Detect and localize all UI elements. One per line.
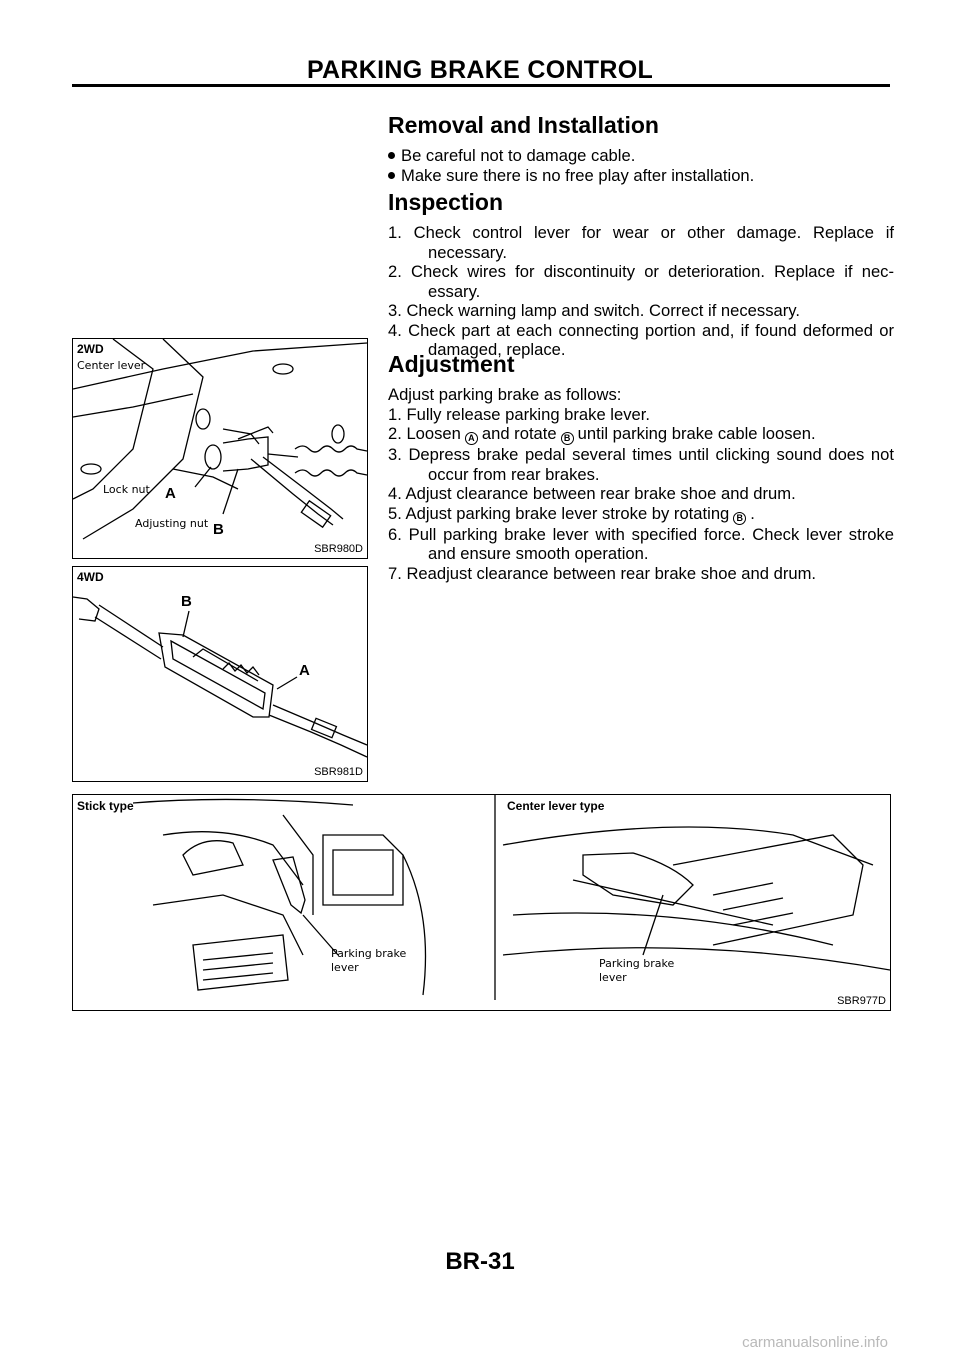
circled-a-icon: A (299, 662, 310, 679)
page-number: BR-31 (445, 1248, 515, 1275)
list-item: Be careful not to damage cable. (388, 146, 894, 166)
section-removal (388, 111, 894, 185)
adjuster-illustration (73, 567, 367, 781)
list-item: 6. Pull parking brake lever with specified force. Check lever stroke and ensure smooth operation. (388, 524, 894, 563)
circled-b-icon: B (181, 593, 192, 610)
figure-code: SBR981D (314, 766, 363, 778)
circled-b-icon: B (733, 512, 746, 525)
center-lever-type-label: Center lever type (507, 799, 605, 813)
adjustment-steps (388, 405, 894, 584)
list-item: 7. Readjust clearance between rear brake shoe and drum. (388, 563, 817, 583)
section-inspection (388, 188, 894, 360)
figure-lever-types (72, 794, 891, 1011)
callout-line: Parking brake (331, 947, 407, 960)
list-item (388, 504, 894, 525)
list-item: 1. Fully release parking brake lever. (388, 404, 650, 424)
step2-part-c: until parking brake cable loosen. (577, 424, 816, 443)
step2-part-a: 2. Loosen (388, 424, 461, 443)
list-item: 4. Check part at each connecting portion and, if found deformed or damaged, replace. (388, 320, 894, 359)
circled-a-icon: A (165, 485, 176, 502)
section-adjustment (388, 350, 894, 583)
section-title-removal: Removal and Installation (388, 112, 659, 138)
circled-a-icon: A (465, 432, 478, 445)
list-item: 3. Depress brake pedal several times until clicking sound does not occur from rear brakes. (388, 445, 894, 484)
adjustment-intro: Adjust parking brake as follows: (388, 385, 622, 404)
figure-2wd (72, 338, 368, 559)
list-item: 4. Adjust clearance between rear brake shoe and drum. (388, 484, 796, 503)
list-item: 2. Check wires for discontinuity or deterioration. Replace if nec- essary. (388, 262, 894, 301)
lever-types-illustration (73, 795, 890, 1010)
section-title-adjustment: Adjustment (388, 351, 515, 377)
lock-nut-callout: Lock nut (103, 483, 150, 496)
step5-part-a: 5. Adjust parking brake lever stroke by rotating (388, 503, 730, 523)
adjusting-nut-callout: Adjusting nut (135, 517, 209, 530)
stick-type-label: Stick type (77, 799, 134, 813)
page-header-title: PARKING BRAKE CONTROL (306, 56, 654, 84)
stick-lever-callout (331, 947, 406, 975)
removal-bullets (388, 146, 894, 185)
callout-line: lever (331, 961, 359, 974)
figure-code: SBR977D (837, 995, 886, 1007)
step2-part-b: and rotate (481, 424, 557, 443)
list-item: 3. Check warning lamp and switch. Correct if necessary. (388, 301, 800, 320)
header-rule (72, 84, 890, 87)
list-item: Make sure there is no free play after installation. (388, 166, 894, 186)
figure-2wd-label: 2WD (77, 342, 104, 356)
figure-4wd-label: 4WD (77, 570, 104, 584)
center-lever-callout (599, 957, 674, 985)
figure-4wd (72, 566, 368, 782)
section-title-inspection: Inspection (388, 189, 504, 215)
callout-line: lever (599, 971, 627, 984)
inspection-steps (388, 223, 894, 360)
list-item: 1. Check control lever for wear or other damage. Replace if necessary. (388, 223, 894, 262)
list-item (388, 424, 894, 445)
watermark: carmanualsonline.info (742, 1334, 888, 1351)
circled-b-icon: B (561, 432, 574, 445)
center-lever-callout: Center lever (77, 359, 146, 372)
step5-part-c: . (750, 503, 755, 523)
figure-code: SBR980D (314, 543, 363, 555)
circled-b-icon: B (213, 521, 224, 538)
callout-line: Parking brake (599, 957, 675, 970)
